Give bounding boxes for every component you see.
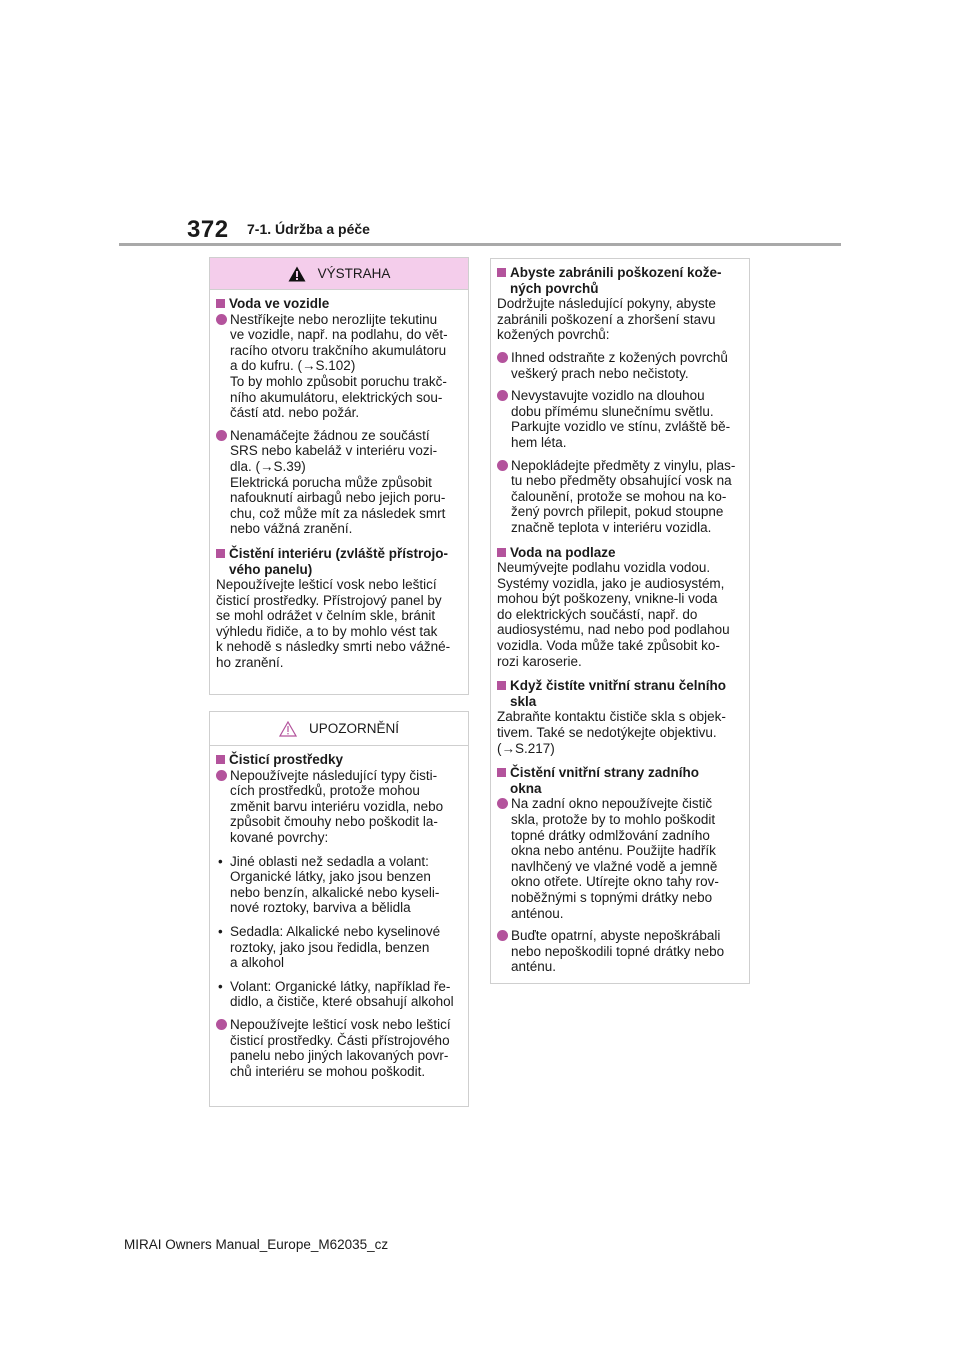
square-bullet-icon — [497, 681, 506, 690]
caution-header — [210, 712, 468, 746]
bullet-line: skla, protože by to mohlo poškodit — [511, 812, 716, 827]
paragraph-line: Zabraňte kontaktu čističe skla s objek- — [497, 709, 726, 725]
heading-line: Čisticí prostředky — [229, 752, 344, 767]
heading-line: okna — [510, 780, 542, 796]
bullet-line: žený povrch přilepit, pokud stoupne — [511, 504, 724, 520]
paragraph-line: audiosystému, nad nebo pod podlahou — [497, 622, 730, 638]
paragraph-line: ho zranění. — [216, 655, 284, 671]
bullet-item — [497, 458, 743, 536]
bullet-line: Nepoužívejte následující typy čisti- — [230, 767, 438, 783]
circle-bullet-icon — [216, 430, 227, 441]
bullet-line: Nestříkejte nebo nerozlijte tekutinu — [230, 311, 438, 327]
bullet-line: racího otvoru trakčního akumulátoru — [230, 342, 447, 358]
square-bullet-icon — [216, 299, 225, 308]
sub-line: Organické látky, jako jsou benzen — [230, 869, 431, 885]
circle-bullet-icon — [497, 390, 508, 401]
heading-line: Abyste zabránili poškození kože- — [510, 265, 722, 280]
bullet-item — [216, 428, 462, 537]
bullet-line: čisticí prostředky. Části přístrojového — [230, 1032, 450, 1048]
paragraph-line: do elektrických součástí, např. do — [497, 606, 698, 622]
bullet-line: noběžnými s topnými drátky nebo — [511, 889, 713, 905]
bullet-line: hem léta. — [511, 434, 567, 450]
heading-line: Čistění interiéru (zvláště přístrojo- — [229, 545, 449, 561]
bullet-line: chů interiéru se mohou poškodit. — [230, 1063, 426, 1079]
section-heading — [216, 296, 462, 312]
bullet-line: čalounění, protože se mohou na ko- — [511, 488, 727, 504]
bullet-line: okno otřete. Utírejte okno tahy rov- — [511, 874, 719, 890]
bullet-line: Na zadní okno nepoužívejte čistič — [511, 796, 713, 812]
caution-box — [209, 711, 469, 1107]
bullet-line: způsobit čmouhy nebo poškodit la- — [230, 814, 438, 830]
bullet-line: Buďte opatrní, abyste nepoškrábali — [511, 928, 721, 944]
bullet-line: Parkujte vozidlo ve stínu, zvláště bě- — [511, 419, 731, 435]
bullet-line: okna nebo anténu. Použijte hadřík — [511, 843, 716, 859]
paragraph-line: rozi karoserie. — [497, 653, 582, 669]
paragraph — [216, 577, 462, 671]
circle-bullet-icon — [216, 1019, 227, 1030]
paragraph-line: Dodržujte následující pokyny, abyste — [497, 296, 716, 312]
dot-marker: • — [218, 923, 223, 939]
bullet-line: Nepoužívejte lešticí vosk nebo lešticí — [230, 1016, 451, 1032]
bullet-item — [216, 768, 462, 846]
footer-text: MIRAI Owners Manual_Europe_M62035_cz — [124, 1237, 389, 1252]
circle-bullet-icon — [497, 930, 508, 941]
warning-header — [210, 258, 468, 290]
square-bullet-icon — [497, 268, 506, 277]
paragraph-line: Nepoužívejte lešticí vosk nebo lešticí — [216, 577, 437, 593]
section-heading — [216, 752, 462, 768]
paragraph-line: se mohl odrážet v čelním skle, bránit — [216, 608, 436, 624]
section-heading — [216, 546, 462, 577]
paragraph-line: tivem. Také se nedotýkejte objektivu. — [497, 725, 717, 741]
circle-bullet-icon — [216, 770, 227, 781]
square-bullet-icon — [497, 548, 506, 557]
sub-line: Volant: Organické látky, například ře- — [230, 978, 451, 994]
dot-marker: • — [218, 853, 223, 869]
bullet-item — [497, 928, 743, 975]
heading-line: Když čistíte vnitřní stranu čelního — [510, 678, 727, 694]
dot-marker: • — [218, 978, 223, 994]
chapter-title: 7-1. Údržba a péče — [247, 221, 370, 237]
heading-line: vého panelu) — [229, 561, 313, 577]
bullet-line: chu, což může mít za následek smrt — [230, 505, 446, 521]
header-rule — [119, 243, 841, 246]
bullet-line: nafouknutí airbagů nebo jejich poru- — [230, 490, 446, 506]
sub-item — [216, 979, 462, 1010]
bullet-line: dobu přímému slunečnímu světlu. — [511, 403, 714, 419]
paragraph-line: výhledu řidiče, a to by mohlo vést tak — [216, 623, 438, 639]
bullet-line: To by mohlo způsobit poruchu trakč- — [230, 373, 447, 389]
paragraph — [497, 709, 743, 756]
caution-title: UPOZORNĚNÍ — [308, 721, 399, 736]
bullet-line: změnit barvu interiéru vozidla, nebo — [230, 798, 444, 814]
warning-title: VÝSTRAHA — [317, 266, 391, 281]
bullet-item — [497, 350, 743, 381]
section-heading — [497, 265, 743, 296]
bullet-line: anténou. — [511, 905, 564, 921]
square-bullet-icon — [216, 755, 225, 764]
sub-line: Jiné oblasti než sedadla a volant: — [230, 853, 429, 869]
bullet-line: SRS nebo kabeláž v interiéru vozi- — [230, 443, 438, 459]
paragraph — [497, 296, 743, 343]
caution-content — [210, 746, 468, 1085]
right-column — [490, 258, 750, 984]
bullet-line: Nevystavujte vozidlo na dlouhou — [511, 388, 705, 404]
square-bullet-icon — [497, 768, 506, 777]
sub-item — [216, 854, 462, 916]
paragraph-line: (→S.217) — [497, 740, 555, 756]
paragraph — [497, 560, 743, 669]
paragraph-line: Neumývejte podlahu vozidla vodou. — [497, 560, 711, 576]
sub-line: nové roztoky, barviva a bělidla — [230, 900, 411, 916]
heading-line: Voda na podlaze — [510, 544, 616, 560]
warning-content — [210, 290, 468, 677]
circle-bullet-icon — [497, 798, 508, 809]
circle-bullet-icon — [216, 314, 227, 325]
bullet-line: ve vozidle, např. na podlahu, do vět- — [230, 327, 448, 343]
bullet-line: cích prostředků, protože mohou — [230, 783, 420, 799]
bullet-line: veškerý prach nebo nečistoty. — [511, 365, 689, 381]
bullet-line: navlhčený ve vlažné vodě a jemně — [511, 858, 718, 874]
bullet-line: tu nebo předměty obsahující vosk na — [511, 473, 732, 489]
bullet-line: nebo vážná zranění. — [230, 521, 353, 537]
bullet-item — [497, 796, 743, 921]
bullet-line: Ihned odstraňte z kožených povrchů — [511, 349, 728, 365]
sub-line: roztoky, jako jsou ředidla, benzen — [230, 939, 430, 955]
paragraph-line: kožených povrchů: — [497, 327, 610, 343]
heading-line: Čistění vnitřní strany zadního — [510, 765, 700, 781]
bullet-item — [216, 312, 462, 421]
bullet-line: Nepokládejte předměty z vinylu, plas- — [511, 457, 736, 473]
bullet-line: kované povrchy: — [230, 829, 329, 845]
bullet-item — [216, 1017, 462, 1079]
warning-triangle-icon — [288, 266, 306, 282]
sub-line: didlo, a čističe, které obsahují alkohol — [230, 994, 454, 1010]
bullet-line: značně teplota v interiéru vozidla. — [511, 519, 712, 535]
paragraph-line: čisticí prostředky. Přístrojový panel by — [216, 592, 442, 608]
sub-line: nebo benzín, alkalické nebo kyseli- — [230, 884, 440, 900]
bullet-line: ního akumulátoru, elektrických sou- — [230, 389, 443, 405]
paragraph-line: zabránili poškození a zhoršení stavu — [497, 311, 716, 327]
caution-triangle-icon — [279, 721, 297, 737]
heading-line: skla — [510, 693, 537, 709]
paragraph-line: k nehodě s následky smrti nebo vážné- — [216, 639, 451, 655]
bullet-line: Elektrická porucha může způsobit — [230, 474, 432, 490]
bullet-line: anténu. — [511, 959, 557, 975]
bullet-line: a do kufru. (→S.102) — [230, 358, 356, 374]
sub-line: Sedadla: Alkalické nebo kyselinové — [230, 923, 441, 939]
warning-box — [209, 257, 469, 695]
bullet-line: topné drátky odmlžování zadního — [511, 827, 710, 843]
bullet-item — [497, 388, 743, 450]
sub-line: a alkohol — [230, 955, 285, 971]
heading-line: Voda ve vozidle — [229, 296, 330, 311]
paragraph-line: Systémy vozidla, jako je audiosystém, — [497, 575, 725, 591]
section-heading — [497, 545, 743, 561]
bullet-line: panelu nebo jiných lakovaných povr- — [230, 1048, 449, 1064]
section-heading — [497, 765, 743, 796]
heading-line: ných povrchů — [510, 280, 599, 296]
sub-item — [216, 924, 462, 971]
section-heading — [497, 678, 743, 709]
page-number: 372 — [187, 216, 229, 243]
bullet-line: dla. (→S.39) — [230, 458, 306, 474]
square-bullet-icon — [216, 549, 225, 558]
paragraph-line: vozidla. Voda může také způsobit ko- — [497, 638, 720, 654]
paragraph-line: mohou být poškozeny, vnikne-li voda — [497, 591, 718, 607]
circle-bullet-icon — [497, 352, 508, 363]
bullet-line: Nenamáčejte žádnou ze součástí — [230, 427, 430, 443]
bullet-line: nebo nepoškodili topné drátky nebo — [511, 943, 725, 959]
bullet-line: částí atd. nebo požár. — [230, 405, 360, 421]
circle-bullet-icon — [497, 460, 508, 471]
